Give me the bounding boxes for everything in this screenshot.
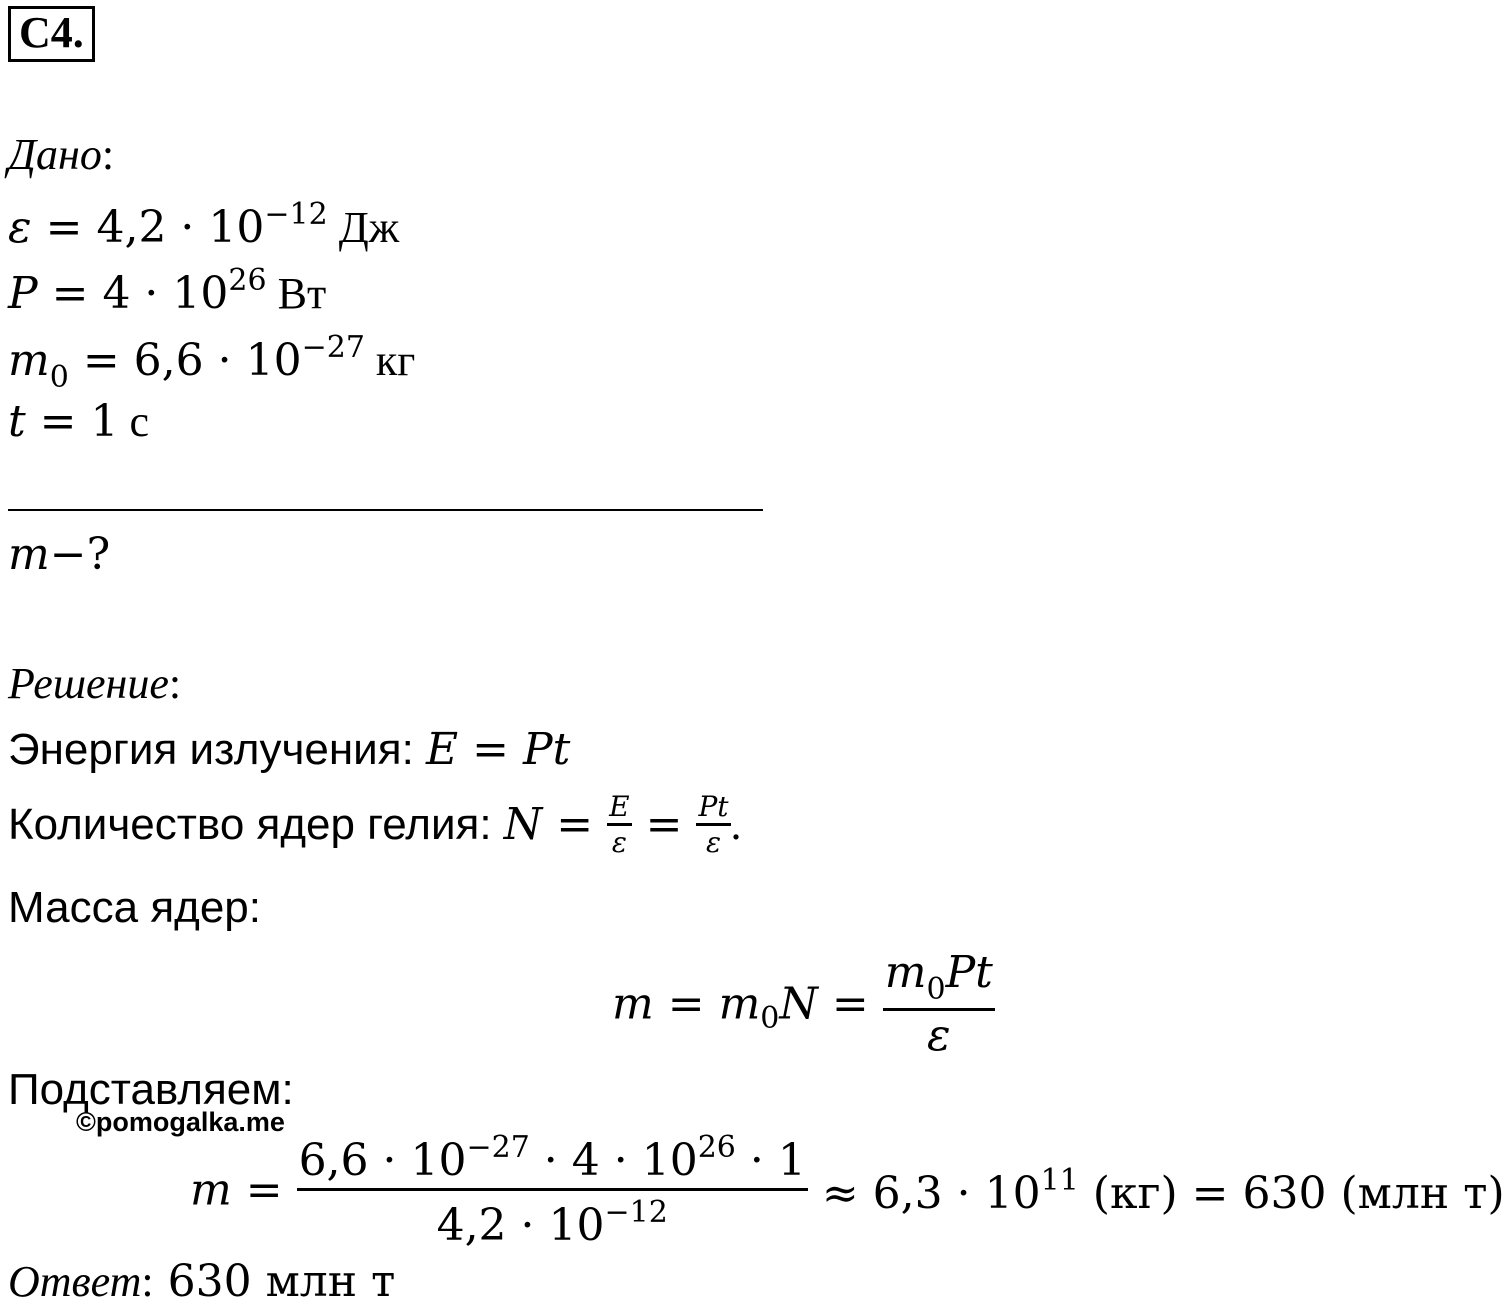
result-mantissa: ≈ 6,3 · 10 [807,1167,1041,1219]
mass-formula-fraction [883,947,995,1061]
given-line-power [8,263,327,319]
fraction-numerator [297,1132,808,1191]
count-end: . [730,799,742,849]
energy-formula: E = Pt [426,724,571,775]
count-lhs: N = [503,798,608,850]
find-rest: −? [49,529,111,580]
num-m: m [884,947,927,998]
result-tail: (кг) = 630 (млн т) [1078,1167,1505,1219]
calc-line [190,1130,1505,1252]
equals: = [68,335,134,386]
given-divider [8,509,763,511]
fraction-pt-over-epsilon [696,792,730,858]
value-mantissa: 4 · 10 [102,268,229,319]
calc-lhs: m = [190,1164,297,1216]
solution-heading-colon: : [168,659,182,708]
substitute-label: Подставляем: [8,1065,294,1114]
solution-heading [8,659,182,708]
num-pt: Pt [945,947,993,998]
mass-formula-lhs: m = m [612,978,761,1030]
answer-value: 630 млн т [153,1256,396,1307]
fraction-denominator: ε [705,826,721,860]
fraction-denominator: ε [611,826,627,860]
watermark: ©pomogalka.me [76,1107,285,1137]
value-exponent: 26 [228,263,267,298]
unit: Дж [327,203,400,252]
problem-number: С4. [8,6,95,62]
solution-heading-text: Решение [8,659,169,708]
den-exp-a: −12 [604,1195,668,1231]
value-mantissa: 1 [90,396,119,447]
symbol-subscript: 0 [49,360,69,395]
mass-label: Масса ядер: [8,883,261,932]
answer-label: Ответ [8,1257,142,1306]
answer-colon: : [141,1257,154,1306]
calc-fraction [297,1130,808,1252]
given-line-mass [8,330,416,395]
result-exponent: 11 [1040,1162,1079,1198]
calc-result [807,1162,1505,1219]
given-line-time [8,396,150,447]
value-mantissa: 4,2 · 10 [96,202,265,253]
given-heading-text: Дано [8,130,102,179]
fraction-numerator [883,947,995,1011]
find-line [8,529,111,580]
fraction-denominator [297,1191,808,1252]
unit: кг [364,336,416,385]
num-part-c: · 1 [735,1135,806,1186]
count-mid: = [631,798,697,850]
given-heading [8,130,115,179]
answer-line [8,1256,396,1307]
unit: с [118,397,150,446]
fraction-e-over-epsilon [607,792,631,858]
equals: = [31,202,97,253]
equals: = [37,268,103,319]
find-symbol: m [8,529,50,580]
num-part-b: · 4 · 10 [529,1135,698,1186]
symbol-t: t [8,396,26,447]
num-exp-a: −27 [466,1130,530,1165]
num-sub: 0 [926,972,946,1007]
mass-formula-mid: N = [779,978,883,1030]
fraction-denominator: ε [926,1009,951,1061]
value-mantissa: 6,6 · 10 [133,335,302,386]
num-part-a: 6,6 · 10 [298,1135,467,1186]
given-heading-colon: : [101,130,115,179]
symbol-epsilon: ε [8,202,32,253]
symbol-p: P [8,268,38,319]
num-exp-b: 26 [697,1130,736,1165]
energy-label: Энергия излучения: [8,725,427,774]
symbol-m: m [8,335,50,386]
energy-line [8,724,571,775]
fraction-numerator: Pt [696,792,730,826]
fraction-numerator: E [607,792,631,826]
count-line [8,792,742,858]
mass-formula-sub: 0 [760,1000,780,1036]
mass-formula [612,947,995,1061]
den-part-a: 4,2 · 10 [436,1200,605,1252]
count-label: Количество ядер гелия: [8,799,504,849]
value-exponent: −27 [301,330,365,365]
equals: = [25,396,91,447]
given-line-epsilon [8,197,400,253]
unit: Вт [266,269,327,318]
value-exponent: −12 [264,197,328,232]
